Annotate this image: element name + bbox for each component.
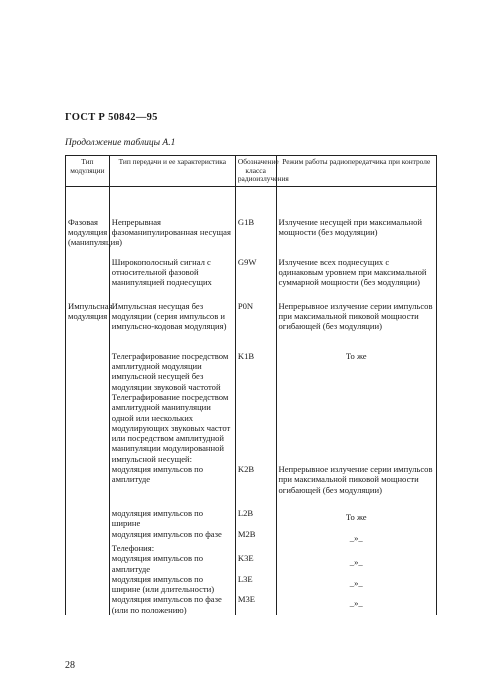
table-row — [66, 508, 437, 529]
cell-modulation — [66, 529, 110, 543]
cell-transmission: Телеграфирование посредством амплитудной манипуляции одной или нескольких модулирующих звуковых частот или посредством амплитудной манипуляции модулированной импульсной несущей: — [109, 392, 235, 464]
table-row — [66, 464, 437, 508]
cell-class: P0N — [235, 301, 276, 351]
cell-transmission: Непрерывная фазоманипулированная несущая — [109, 217, 235, 257]
cell-modulation — [66, 553, 110, 574]
table-row — [66, 217, 437, 257]
cell-mode — [276, 543, 437, 553]
cell-mode: Излучение несущей при максимальной мощности (без модуляции) — [276, 217, 437, 257]
cell-transmission: модуляция импульсов по амплитуде — [109, 464, 235, 508]
cell-transmission: модуляция импульсов по фазе — [109, 529, 235, 543]
cell-mode: _»_ — [276, 594, 437, 615]
cell-class: K2B — [235, 464, 276, 508]
document-header: ГОСТ Р 50842—95 — [65, 112, 158, 123]
table-row — [66, 351, 437, 392]
cell-modulation — [66, 594, 110, 615]
table-row — [66, 553, 437, 574]
cell-modulation — [66, 351, 110, 392]
cell-transmission: модуляция импульсов по фазе (или по положению) — [109, 594, 235, 615]
cell-modulation — [66, 392, 110, 464]
cell-class: L2B — [235, 508, 276, 529]
table-spacer-row — [66, 186, 437, 217]
cell-modulation — [66, 543, 110, 553]
cell-mode: То же — [276, 508, 437, 529]
cell-transmission: Телеграфирование посредством амплитудной модуляции импульсной несущей без модуляции звуковой частотой — [109, 351, 235, 392]
header-modulation-type: Тип модуляции — [66, 156, 110, 187]
cell-modulation — [66, 574, 110, 595]
cell-class: M2B — [235, 529, 276, 543]
cell-class: M3E — [235, 594, 276, 615]
cell-mode: То же — [276, 351, 437, 392]
table-row — [66, 301, 437, 351]
cell-mode: Непрерывное излучение серии импульсов при максимальной пиковой мощности огибающей (без модуляции) — [276, 301, 437, 351]
cell-modulation: Импульсная модуляция — [66, 301, 110, 351]
cell-mode: Излучение всех поднесущих с одинаковым уровнем при максимальной суммарной мощности (без модуляции) — [276, 257, 437, 301]
cell-modulation — [66, 464, 110, 508]
cell-mode: _»_ — [276, 553, 437, 574]
cell-transmission: Импульсная несущая без модуляции (серия импульсов и импульсно-кодовая модуляция) — [109, 301, 235, 351]
table-header-row — [66, 156, 437, 187]
cell-mode: _»_ — [276, 574, 437, 595]
cell-mode — [276, 392, 437, 464]
cell-transmission: модуляция импульсов по ширине (или длительности) — [109, 574, 235, 595]
table-caption: Продолжение таблицы А.1 — [65, 138, 176, 148]
cell-transmission: Широкополосный сигнал с относительной фазовой манипуляцией поднесущих — [109, 257, 235, 301]
cell-modulation: Фазовая модуляция (манипуляция) — [66, 217, 110, 257]
table-row — [66, 257, 437, 301]
cell-modulation — [66, 257, 110, 301]
modulation-table — [65, 155, 437, 615]
table-row — [66, 543, 437, 553]
header-emission-class: Обозначение класса радиоизлучения — [235, 156, 276, 187]
cell-transmission: модуляция импульсов по амплитуде — [109, 553, 235, 574]
cell-transmission: модуляция импульсов по ширине — [109, 508, 235, 529]
cell-class: G9W — [235, 257, 276, 301]
cell-class: L3E — [235, 574, 276, 595]
cell-class: K3E — [235, 553, 276, 574]
table-row — [66, 574, 437, 595]
cell-mode: Непрерывное излучение серии импульсов при максимальной пиковой мощности огибающей (без модуляции) — [276, 464, 437, 508]
table-row — [66, 594, 437, 615]
page-number: 28 — [65, 660, 75, 671]
cell-class — [235, 392, 276, 464]
header-operating-mode: Режим работы радиопередатчика при контроле — [276, 156, 437, 187]
cell-class: G1B — [235, 217, 276, 257]
table-row — [66, 392, 437, 464]
cell-mode: _»_ — [276, 529, 437, 543]
header-transmission-type: Тип передачи и ее характеристика — [109, 156, 235, 187]
cell-modulation — [66, 508, 110, 529]
cell-class: K1B — [235, 351, 276, 392]
cell-transmission: Телефония: — [109, 543, 235, 553]
cell-class — [235, 543, 276, 553]
table-row — [66, 529, 437, 543]
